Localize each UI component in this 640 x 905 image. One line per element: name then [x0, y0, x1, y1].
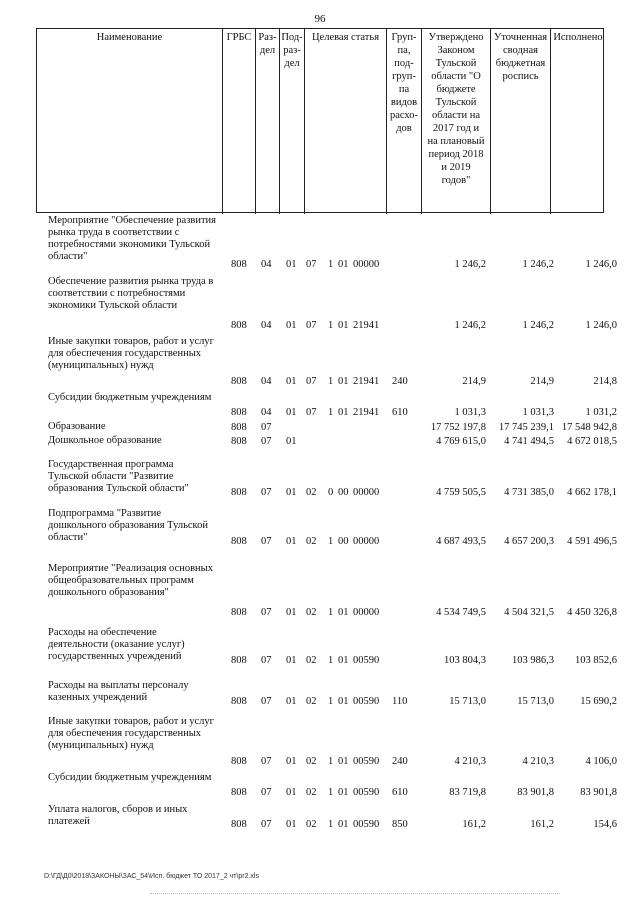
row-vid-rashodov: 240 — [392, 756, 408, 767]
row-razdel: 04 — [261, 376, 272, 387]
table-row — [0, 563, 640, 619]
row-refined: 83 901,8 — [517, 787, 554, 798]
row-podrazdel: 01 — [286, 436, 297, 447]
row-podrazdel: 01 — [286, 819, 297, 830]
row-name: Мероприятие "Обеспечение развития рынка труда в соответствии с потребностями экономики Тульской области" — [48, 215, 216, 262]
row-refined: 1 246,2 — [522, 320, 554, 331]
table-row — [0, 772, 640, 799]
row-executed: 4 662 178,1 — [567, 487, 617, 498]
header-razdel: Раз- дел — [256, 29, 280, 214]
row-cs-direction: 00590 — [353, 655, 380, 666]
header-ispolneno: Исполнено — [553, 32, 603, 43]
table-row — [0, 716, 640, 768]
row-approved: 15 713,0 — [449, 696, 486, 707]
row-cs-program: 02 — [306, 696, 317, 707]
row-cs-program: 07 — [306, 320, 317, 331]
row-name: Государственная программа Тульской области "Развитие образования Тульской области" — [48, 459, 189, 494]
table-row — [0, 459, 640, 499]
row-cs-sub: 1 — [328, 259, 334, 270]
row-approved: 17 752 197,8 — [430, 422, 486, 433]
row-executed: 17 548 942,8 — [561, 422, 617, 433]
row-approved: 1 246,2 — [454, 320, 486, 331]
table-row — [0, 435, 640, 448]
row-executed: 154,6 — [593, 819, 617, 830]
row-executed: 4 672 018,5 — [567, 436, 617, 447]
header-utochnennaya: Уточненная сводная бюджетная роспись — [491, 29, 551, 214]
row-approved: 4 769 615,0 — [436, 436, 486, 447]
row-approved: 4 687 493,5 — [436, 536, 486, 547]
row-vid-rashodov: 850 — [392, 819, 408, 830]
row-razdel: 07 — [261, 607, 272, 618]
row-cs-event: 00 — [338, 487, 349, 498]
row-podrazdel: 01 — [286, 607, 297, 618]
row-cs-event: 01 — [338, 607, 349, 618]
row-podrazdel: 01 — [286, 320, 297, 331]
row-executed: 83 901,8 — [580, 787, 617, 798]
row-cs-program: 02 — [306, 536, 317, 547]
row-cs-event: 01 — [338, 756, 349, 767]
table-row — [0, 392, 640, 419]
row-cs-sub: 1 — [328, 655, 334, 666]
row-cs-event: 01 — [338, 320, 349, 331]
row-cs-direction: 00590 — [353, 819, 380, 830]
row-grbs: 808 — [231, 422, 247, 433]
row-grbs: 808 — [231, 536, 247, 547]
row-grbs: 808 — [231, 407, 247, 418]
row-vid-rashodov: 110 — [392, 696, 408, 707]
row-approved: 83 719,8 — [449, 787, 486, 798]
row-executed: 4 591 496,5 — [567, 536, 617, 547]
row-razdel: 07 — [261, 655, 272, 666]
header-podrazdel: Под- раз- дел — [280, 29, 305, 214]
row-executed: 1 246,0 — [585, 320, 617, 331]
row-cs-event: 01 — [338, 787, 349, 798]
row-name: Расходы на выплаты персоналу казенных учреждений — [48, 680, 189, 703]
row-cs-direction: 00590 — [353, 787, 380, 798]
row-executed: 15 690,2 — [580, 696, 617, 707]
row-razdel: 04 — [261, 259, 272, 270]
row-cs-sub: 1 — [328, 407, 334, 418]
table-row — [0, 421, 640, 434]
header-gruppa: Груп- па, под- груп- па видов расхо- дов — [387, 29, 422, 214]
table-row — [0, 804, 640, 831]
table-row — [0, 508, 640, 548]
table-row — [0, 336, 640, 388]
row-podrazdel: 01 — [286, 407, 297, 418]
row-cs-program: 07 — [306, 259, 317, 270]
row-cs-program: 02 — [306, 655, 317, 666]
row-cs-program: 07 — [306, 376, 317, 387]
row-razdel: 07 — [261, 536, 272, 547]
row-executed: 103 852,6 — [575, 655, 617, 666]
row-podrazdel: 01 — [286, 487, 297, 498]
row-cs-program: 02 — [306, 819, 317, 830]
row-cs-direction: 00000 — [353, 487, 380, 498]
row-cs-sub: 1 — [328, 696, 334, 707]
row-cs-sub: 1 — [328, 819, 334, 830]
row-grbs: 808 — [231, 607, 247, 618]
row-refined: 4 504 321,5 — [504, 607, 554, 618]
row-approved: 103 804,3 — [444, 655, 486, 666]
footer-file-path: D:\ГД\Д0\2018\ЗАКОНЫ\ЗАС_54\Исп. бюджет ТО 2017_2 чт\pr2.xls — [44, 873, 259, 880]
row-grbs: 808 — [231, 376, 247, 387]
row-razdel: 07 — [261, 756, 272, 767]
row-razdel: 07 — [261, 487, 272, 498]
row-grbs: 808 — [231, 696, 247, 707]
row-refined: 103 986,3 — [512, 655, 554, 666]
row-cs-direction: 00590 — [353, 696, 380, 707]
row-approved: 4 759 505,5 — [436, 487, 486, 498]
row-cs-program: 02 — [306, 607, 317, 618]
row-cs-sub: 1 — [328, 607, 334, 618]
row-refined: 161,2 — [530, 819, 554, 830]
page-number: 96 — [314, 13, 326, 25]
row-cs-program: 02 — [306, 487, 317, 498]
header-name: Наименование — [37, 29, 223, 214]
row-cs-program: 02 — [306, 756, 317, 767]
row-grbs: 808 — [231, 487, 247, 498]
header-utverzhdeno: Утверждено Законом Тульской области "О бюджете Тульской области на 2017 год и на плановый период 2018 и 2019 годов" — [422, 29, 491, 214]
table-row — [0, 215, 640, 271]
row-refined: 214,9 — [530, 376, 554, 387]
row-cs-event: 01 — [338, 655, 349, 666]
row-razdel: 07 — [261, 787, 272, 798]
row-cs-program: 07 — [306, 407, 317, 418]
row-name: Иные закупки товаров, работ и услуг для обеспечения государственных (муниципальных) нужд — [48, 336, 214, 371]
header-grbs: ГРБС — [223, 29, 256, 214]
row-grbs: 808 — [231, 756, 247, 767]
row-cs-direction: 21941 — [353, 407, 380, 418]
row-razdel: 04 — [261, 320, 272, 331]
row-executed: 4 106,0 — [585, 756, 617, 767]
row-name: Обеспечение развития рынка труда в соответствии с потребностями экономики Тульской области — [48, 276, 214, 311]
row-cs-direction: 21941 — [353, 376, 380, 387]
row-cs-direction: 00000 — [353, 607, 380, 618]
row-cs-program: 02 — [306, 787, 317, 798]
row-cs-direction: 21941 — [353, 320, 380, 331]
row-vid-rashodov: 610 — [392, 407, 408, 418]
row-cs-event: 01 — [338, 259, 349, 270]
row-name: Расходы на обеспечение деятельности (оказание услуг) государственных учреждений — [48, 627, 185, 662]
row-executed: 214,8 — [593, 376, 617, 387]
header-celevaya-statya: Целевая статья — [305, 29, 387, 214]
row-refined: 15 713,0 — [517, 696, 554, 707]
row-name: Субсидии бюджетным учреждениям — [48, 772, 212, 783]
row-refined: 4 657 200,3 — [504, 536, 554, 547]
row-refined: 4 731 385,0 — [504, 487, 554, 498]
row-cs-sub: 1 — [328, 376, 334, 387]
row-approved: 214,9 — [462, 376, 486, 387]
row-razdel: 04 — [261, 407, 272, 418]
row-podrazdel: 01 — [286, 787, 297, 798]
row-podrazdel: 01 — [286, 655, 297, 666]
row-podrazdel: 01 — [286, 259, 297, 270]
row-refined: 1 246,2 — [522, 259, 554, 270]
table-row — [0, 276, 640, 332]
row-cs-sub: 1 — [328, 320, 334, 331]
row-cs-event: 01 — [338, 696, 349, 707]
row-cs-sub: 1 — [328, 756, 334, 767]
row-grbs: 808 — [231, 259, 247, 270]
row-approved: 161,2 — [462, 819, 486, 830]
row-name: Мероприятие "Реализация основных общеобразовательных программ дошкольного образования" — [48, 563, 213, 598]
row-name: Субсидии бюджетным учреждениям — [48, 392, 212, 403]
row-grbs: 808 — [231, 655, 247, 666]
row-refined: 17 745 239,1 — [498, 422, 554, 433]
row-grbs: 808 — [231, 819, 247, 830]
row-refined: 1 031,3 — [522, 407, 554, 418]
row-podrazdel: 01 — [286, 536, 297, 547]
row-cs-event: 00 — [338, 536, 349, 547]
row-cs-sub: 1 — [328, 536, 334, 547]
row-grbs: 808 — [231, 787, 247, 798]
row-razdel: 07 — [261, 819, 272, 830]
row-cs-event: 01 — [338, 376, 349, 387]
row-refined: 4 741 494,5 — [504, 436, 554, 447]
row-name: Дошкольное образование — [48, 435, 162, 446]
row-cs-event: 01 — [338, 819, 349, 830]
row-cs-sub: 1 — [328, 787, 334, 798]
row-executed: 1 246,0 — [585, 259, 617, 270]
row-executed: 1 031,2 — [585, 407, 617, 418]
row-cs-direction: 00590 — [353, 756, 380, 767]
row-cs-event: 01 — [338, 407, 349, 418]
table-row — [0, 680, 640, 708]
row-vid-rashodov: 610 — [392, 787, 408, 798]
row-refined: 4 210,3 — [522, 756, 554, 767]
row-approved: 1 246,2 — [454, 259, 486, 270]
row-name: Подпрограмма "Развитие дошкольного образования Тульской области" — [48, 508, 208, 543]
row-grbs: 808 — [231, 320, 247, 331]
row-podrazdel: 01 — [286, 696, 297, 707]
row-approved: 4 534 749,5 — [436, 607, 486, 618]
row-podrazdel: 01 — [286, 376, 297, 387]
row-name: Образование — [48, 421, 106, 432]
scan-artifact-line — [150, 893, 560, 894]
row-grbs: 808 — [231, 436, 247, 447]
row-name: Иные закупки товаров, работ и услуг для обеспечения государственных (муниципальных) нужд — [48, 716, 214, 751]
table-header — [36, 28, 604, 213]
row-name: Уплата налогов, сборов и иных платежей — [48, 804, 188, 827]
row-cs-direction: 00000 — [353, 536, 380, 547]
row-cs-sub: 0 — [328, 487, 334, 498]
row-cs-direction: 00000 — [353, 259, 380, 270]
row-executed: 4 450 326,8 — [567, 607, 617, 618]
row-approved: 1 031,3 — [454, 407, 486, 418]
row-vid-rashodov: 240 — [392, 376, 408, 387]
row-approved: 4 210,3 — [454, 756, 486, 767]
row-razdel: 07 — [261, 436, 272, 447]
table-row — [0, 627, 640, 667]
row-podrazdel: 01 — [286, 756, 297, 767]
row-razdel: 07 — [261, 696, 272, 707]
row-razdel: 07 — [261, 422, 272, 433]
